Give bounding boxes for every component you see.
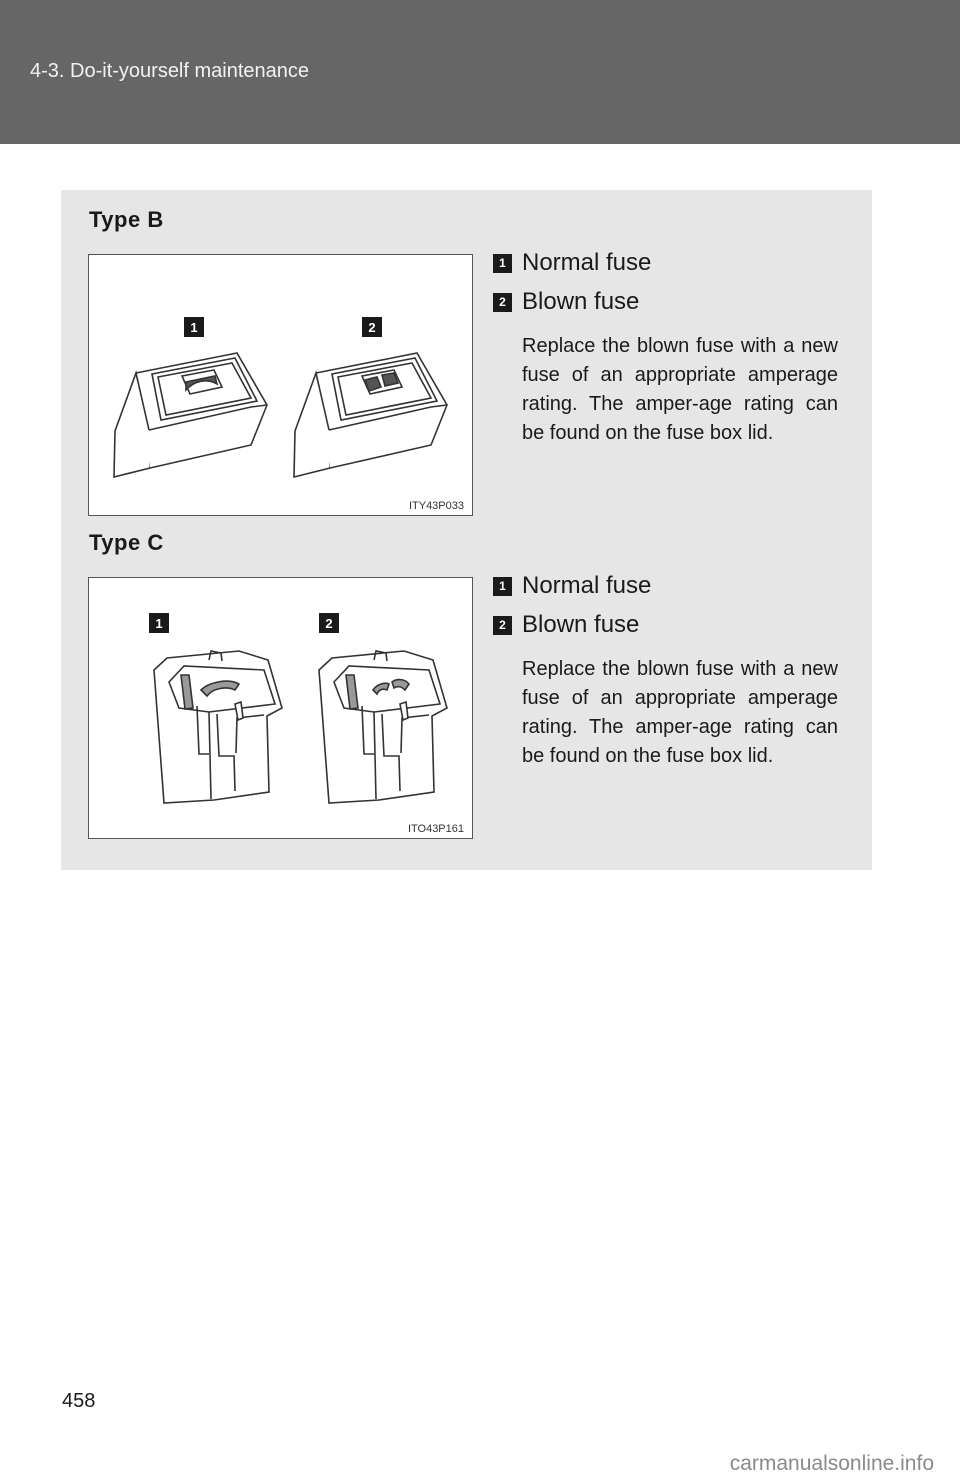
figure-code: ITO43P161 [407,823,464,835]
legend-normal-fuse [493,248,651,278]
legend-label: Blown fuse [522,611,640,638]
legend-label: Normal fuse [522,249,652,276]
legend-blown-fuse [493,610,639,640]
page-header [0,0,960,144]
legend-label: Normal fuse [522,572,652,599]
replacement-instructions: Replace the blown fuse with a new fuse of an appropriate amperage rating. The amper-age rating can be found on the fuse box lid. [522,335,838,444]
svg-text:1: 1 [190,320,198,335]
type-b-figure [88,254,473,516]
figure-code: ITY43P033 [408,500,464,512]
section-breadcrumb: 4-3. Do-it-yourself maintenance [30,60,310,82]
legend-blown-fuse [493,287,639,317]
number-badge: 1 [493,254,512,273]
type-c-title: Type C [89,530,164,555]
cartridge-fuse-illustration [89,255,474,517]
svg-text:2: 2 [325,616,333,631]
page-number: 458 [62,1390,96,1412]
legend-normal-fuse [493,571,651,601]
cartridge-fuse-illustration [89,578,474,840]
legend-label: Blown fuse [522,288,640,315]
normal-fuse-drawing [154,651,282,803]
blown-fuse-drawing [319,651,447,803]
type-c-figure [88,577,473,839]
number-badge: 1 [493,577,512,596]
type-b-title: Type B [89,207,164,232]
number-badge: 2 [493,616,512,635]
number-badge: 2 [493,293,512,312]
replacement-instructions: Replace the blown fuse with a new fuse of an appropriate amperage rating. The amper-age rating can be found on the fuse box lid. [522,658,838,767]
watermark: carmanualsonline.info [729,1452,934,1475]
svg-text:1: 1 [155,616,163,631]
normal-fuse-drawing [114,353,267,477]
blown-fuse-drawing [294,353,447,477]
svg-text:2: 2 [368,320,376,335]
